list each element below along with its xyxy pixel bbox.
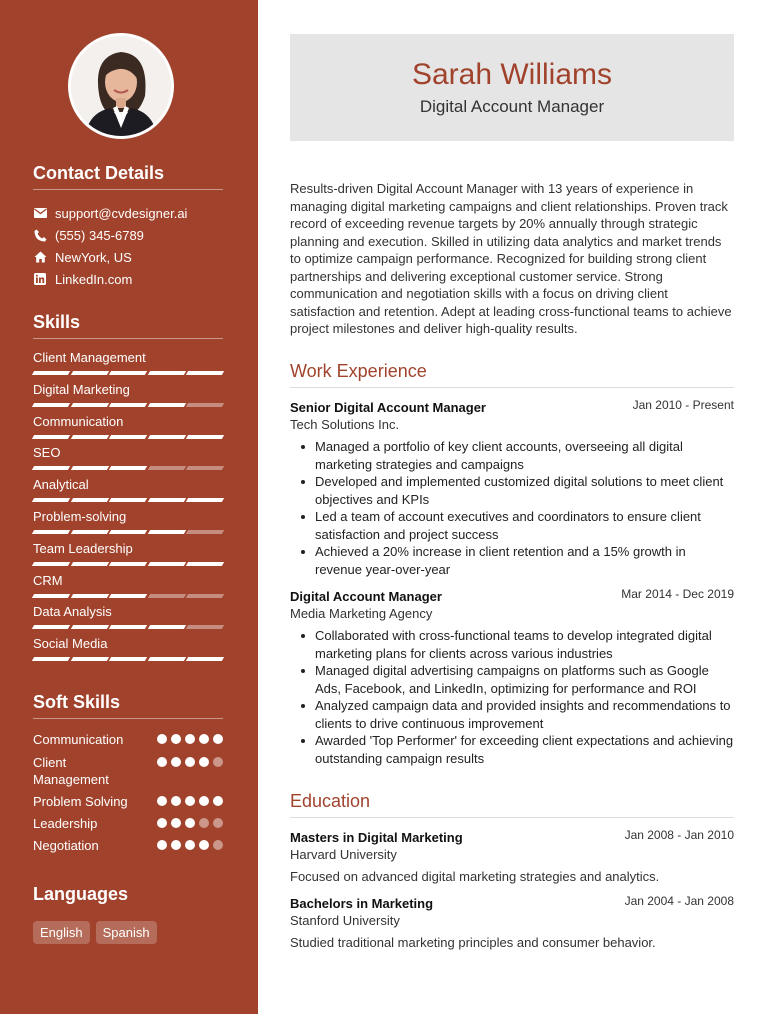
skill-segment bbox=[148, 403, 186, 407]
contact-phone-text: (555) 345-6789 bbox=[55, 227, 144, 243]
skill-segment bbox=[186, 498, 224, 502]
skill-item bbox=[33, 382, 223, 407]
skill-segment bbox=[70, 371, 108, 375]
profile-photo bbox=[68, 33, 174, 139]
rating-dot bbox=[185, 796, 195, 806]
skill-segment bbox=[148, 371, 186, 375]
rating-dot bbox=[171, 796, 181, 806]
job-bullets bbox=[290, 438, 734, 578]
skill-segment bbox=[109, 403, 147, 407]
skill-segment bbox=[109, 498, 147, 502]
skill-segment bbox=[32, 625, 70, 629]
skill-item bbox=[33, 477, 223, 502]
skill-label: Client Management bbox=[33, 350, 146, 365]
rating-dot bbox=[213, 734, 223, 744]
rating-dot bbox=[171, 757, 181, 767]
profile-summary: Results-driven Digital Account Manager with 13 years of experience in managing digital marketing campaigns and client relationships. Proven track record of exceeding revenue targets by 20% annually through strategic planning and execution. Skilled in utilizing data analytics and market trends to optimize campaign performance. Recognized for building strong client partnerships and delivering exceptional customer service. Strong communication and negotiation skills with a focus on driving client satisfaction and retention. Adept at leading cross-functional teams to achieve project milestones and deliver high-quality results. bbox=[290, 181, 732, 336]
candidate-title: Digital Account Manager bbox=[419, 97, 605, 116]
skill-item bbox=[33, 445, 223, 470]
skill-segment bbox=[32, 371, 70, 375]
divider bbox=[33, 189, 223, 190]
skill-segment bbox=[109, 530, 147, 534]
skill-level-bar bbox=[33, 498, 223, 502]
divider bbox=[290, 817, 734, 818]
linkedin-icon bbox=[33, 272, 47, 286]
soft-skill-rating bbox=[157, 731, 223, 748]
list-item: Led a team of account executives and coordinators to ensure client satisfaction and project success bbox=[290, 508, 734, 543]
soft-skill-label: Communication bbox=[33, 732, 124, 747]
degree-title: Masters in Digital Marketing bbox=[290, 830, 463, 845]
soft-skill-rating bbox=[157, 837, 223, 854]
skill-item bbox=[33, 573, 223, 598]
skill-segment bbox=[70, 594, 108, 598]
list-item: Managed a portfolio of key client accounts, overseeing all digital marketing strategies and campaigns bbox=[290, 438, 734, 473]
rating-dot bbox=[171, 840, 181, 850]
rating-dot bbox=[213, 796, 223, 806]
contact-linkedin-text: LinkedIn.com bbox=[55, 271, 133, 287]
skill-segment bbox=[70, 498, 108, 502]
skill-segment bbox=[32, 562, 70, 566]
rating-dot bbox=[199, 796, 209, 806]
soft-skill-item bbox=[33, 731, 223, 748]
soft-skill-rating bbox=[157, 754, 223, 788]
skill-level-bar bbox=[33, 435, 223, 439]
skill-label: Data Analysis bbox=[33, 604, 112, 620]
job-date: Jan 2010 - Present bbox=[632, 398, 734, 412]
skill-item bbox=[33, 541, 223, 566]
soft-skill-rating bbox=[157, 815, 223, 832]
skill-label: Social Media bbox=[33, 636, 108, 652]
job-title: Digital Account Manager bbox=[290, 589, 442, 604]
rating-dot bbox=[157, 757, 167, 767]
list-item: Collaborated with cross-functional teams to develop integrated digital marketing plans for clients across various industries bbox=[290, 627, 734, 662]
skill-label: Team Leadership bbox=[33, 540, 133, 556]
skill-segment bbox=[109, 594, 147, 598]
skill-segment bbox=[186, 562, 224, 566]
rating-dot bbox=[185, 757, 195, 767]
skill-segment bbox=[70, 403, 108, 407]
sidebar bbox=[0, 0, 258, 1014]
soft-skill-item bbox=[33, 793, 223, 810]
language-tag: Spanish bbox=[96, 921, 157, 944]
skill-item bbox=[33, 414, 223, 439]
job-title: Senior Digital Account Manager bbox=[290, 400, 486, 415]
job-date: Mar 2014 - Dec 2019 bbox=[621, 587, 734, 601]
soft-skill-label: Client Management bbox=[33, 755, 109, 787]
skill-segment bbox=[109, 371, 147, 375]
rating-dot bbox=[213, 840, 223, 850]
list-item: Achieved a 20% increase in client retention and a 15% growth in revenue year-over-year bbox=[290, 543, 734, 578]
soft-skill-label: Leadership bbox=[33, 816, 98, 831]
school-name: Harvard University bbox=[290, 847, 397, 862]
list-item: Awarded 'Top Performer' for exceeding client expectations and achieving outstanding campaign results bbox=[290, 732, 734, 767]
rating-dot bbox=[171, 734, 181, 744]
skill-segment bbox=[32, 403, 70, 407]
skill-segment bbox=[32, 466, 70, 470]
candidate-name: Sarah Williams bbox=[411, 58, 613, 91]
skill-item bbox=[33, 509, 223, 534]
rating-dot bbox=[199, 840, 209, 850]
skill-level-bar bbox=[33, 530, 223, 534]
list-item: Developed and implemented customized digital solutions to meet client objectives and KPIs bbox=[290, 473, 734, 508]
skill-item bbox=[33, 636, 223, 661]
list-item: Analyzed campaign data and provided insights and recommendations to clients to drive continuous improvement bbox=[290, 697, 734, 732]
skill-segment bbox=[148, 435, 186, 439]
job-bullets bbox=[290, 627, 734, 767]
contact-heading: Contact Details bbox=[33, 163, 165, 183]
skill-item bbox=[33, 604, 223, 629]
skill-segment bbox=[186, 371, 224, 375]
rating-dot bbox=[185, 734, 195, 744]
rating-dot bbox=[157, 818, 167, 828]
soft-skill-item bbox=[33, 837, 223, 854]
skill-level-bar bbox=[33, 594, 223, 598]
soft-skill-label: Negotiation bbox=[33, 838, 99, 853]
rating-dot bbox=[157, 796, 167, 806]
skill-segment bbox=[148, 530, 186, 534]
skill-level-bar bbox=[33, 562, 223, 566]
skill-segment bbox=[109, 562, 147, 566]
skill-segment bbox=[186, 435, 224, 439]
skill-segment bbox=[70, 562, 108, 566]
home-icon bbox=[33, 250, 47, 264]
resume-header bbox=[290, 34, 734, 141]
skill-segment bbox=[186, 530, 224, 534]
rating-dot bbox=[185, 818, 195, 828]
skill-segment bbox=[186, 466, 224, 470]
skill-label: Analytical bbox=[33, 477, 89, 493]
skill-segment bbox=[32, 530, 70, 534]
rating-dot bbox=[157, 840, 167, 850]
skill-segment bbox=[148, 498, 186, 502]
skills-heading: Skills bbox=[33, 312, 81, 332]
mail-icon bbox=[33, 206, 47, 220]
soft-skills-heading: Soft Skills bbox=[33, 692, 121, 712]
degree-title: Bachelors in Marketing bbox=[290, 896, 434, 911]
skill-level-bar bbox=[33, 625, 223, 629]
rating-dot bbox=[213, 818, 223, 828]
skill-segment bbox=[148, 562, 186, 566]
skill-segment bbox=[32, 435, 70, 439]
work-experience-heading: Work Experience bbox=[290, 361, 427, 381]
skill-segment bbox=[70, 625, 108, 629]
rating-dot bbox=[213, 757, 223, 767]
rating-dot bbox=[171, 818, 181, 828]
rating-dot bbox=[199, 818, 209, 828]
soft-skill-label: Problem Solving bbox=[33, 794, 128, 809]
divider bbox=[290, 387, 734, 388]
skill-level-bar bbox=[33, 466, 223, 470]
skill-segment bbox=[70, 435, 108, 439]
skill-segment bbox=[109, 435, 147, 439]
skill-level-bar bbox=[33, 371, 223, 375]
soft-skill-item bbox=[33, 815, 223, 832]
skill-segment bbox=[148, 657, 186, 661]
contact-email[interactable] bbox=[33, 205, 187, 221]
soft-skill-rating bbox=[157, 793, 223, 810]
skill-segment bbox=[32, 498, 70, 502]
skill-segment bbox=[109, 625, 147, 629]
skill-segment bbox=[70, 466, 108, 470]
skill-segment bbox=[70, 530, 108, 534]
skill-segment bbox=[109, 466, 147, 470]
school-name: Stanford University bbox=[290, 913, 400, 928]
skill-segment bbox=[148, 594, 186, 598]
skill-label: CRM bbox=[33, 572, 63, 588]
skill-segment bbox=[148, 625, 186, 629]
skill-segment bbox=[148, 466, 186, 470]
skill-item bbox=[33, 350, 223, 375]
skill-level-bar bbox=[33, 657, 223, 661]
job-company: Tech Solutions Inc. bbox=[290, 417, 400, 432]
skill-label: SEO bbox=[33, 445, 61, 461]
skill-label: Communication bbox=[33, 413, 124, 429]
divider bbox=[33, 718, 223, 719]
contact-location bbox=[33, 249, 132, 265]
skill-segment bbox=[186, 657, 224, 661]
rating-dot bbox=[199, 734, 209, 744]
skill-segment bbox=[32, 657, 70, 661]
education-date: Jan 2004 - Jan 2008 bbox=[624, 894, 734, 908]
rating-dot bbox=[199, 757, 209, 767]
skill-segment bbox=[186, 594, 224, 598]
list-item: Managed digital advertising campaigns on platforms such as Google Ads, Facebook, and LinkedIn, optimizing for performance and ROI bbox=[290, 662, 734, 697]
skill-label: Digital Marketing bbox=[33, 381, 130, 397]
contact-email-text: support@cvdesigner.ai bbox=[55, 205, 188, 221]
contact-phone[interactable] bbox=[33, 227, 144, 243]
skill-level-bar bbox=[33, 403, 223, 407]
phone-icon bbox=[33, 228, 47, 242]
education-heading: Education bbox=[290, 791, 371, 811]
contact-location-text: NewYork, US bbox=[55, 249, 132, 265]
skill-segment bbox=[186, 625, 224, 629]
contact-linkedin[interactable] bbox=[33, 271, 132, 287]
education-date: Jan 2008 - Jan 2010 bbox=[624, 828, 734, 842]
skill-segment bbox=[70, 657, 108, 661]
skill-segment bbox=[32, 594, 70, 598]
job-company: Media Marketing Agency bbox=[290, 606, 433, 621]
skill-label: Problem-solving bbox=[33, 509, 127, 524]
rating-dot bbox=[157, 734, 167, 744]
skill-segment bbox=[109, 657, 147, 661]
skill-segment bbox=[186, 403, 224, 407]
education-description: Studied traditional marketing principles and consumer behavior. bbox=[290, 935, 656, 950]
divider bbox=[33, 338, 223, 339]
soft-skill-item bbox=[33, 754, 223, 788]
rating-dot bbox=[185, 840, 195, 850]
education-description: Focused on advanced digital marketing strategies and analytics. bbox=[290, 869, 660, 884]
languages-heading: Languages bbox=[33, 884, 129, 904]
languages-list bbox=[33, 921, 157, 944]
language-tag: English bbox=[33, 921, 90, 944]
